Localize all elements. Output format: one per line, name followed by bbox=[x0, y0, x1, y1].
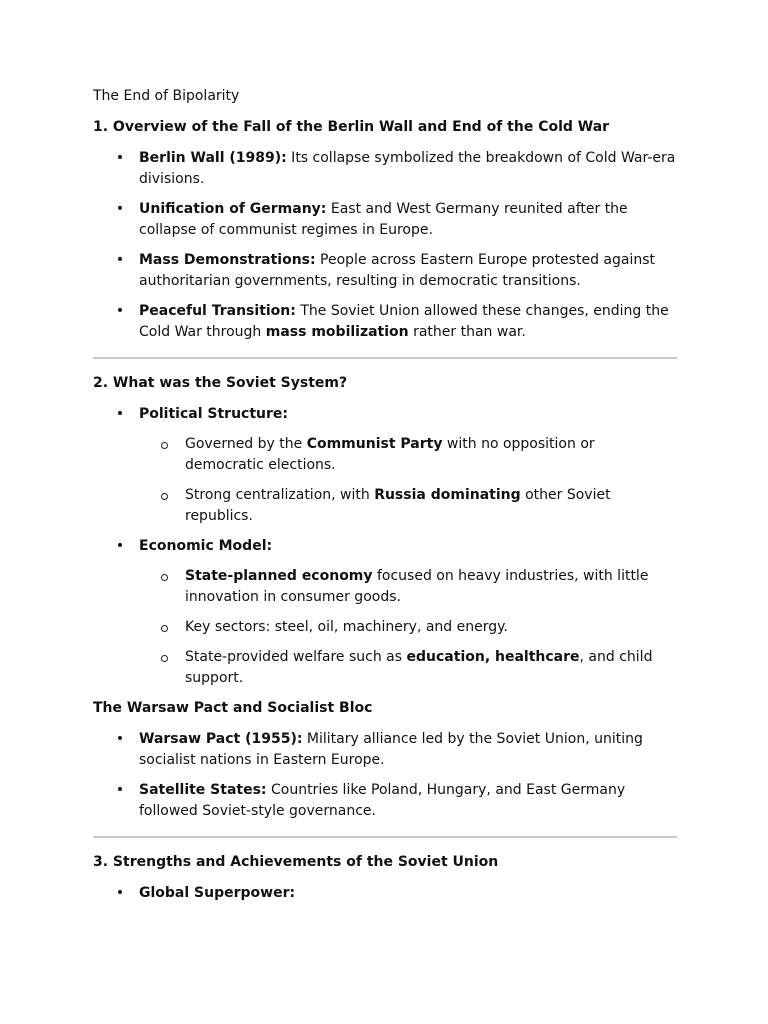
hollow-bullet-icon bbox=[161, 625, 168, 632]
section-2-list bbox=[93, 404, 677, 689]
bullet-icon: • bbox=[115, 201, 125, 217]
hollow-bullet-icon bbox=[161, 655, 168, 662]
item-text: rather than war. bbox=[408, 324, 526, 340]
item-bold-text: education, healthcare bbox=[406, 649, 580, 665]
item-term: Economic Model: bbox=[139, 538, 273, 554]
bullet-icon: • bbox=[115, 303, 125, 319]
item-text: Governed by the bbox=[185, 436, 307, 452]
section-3-list bbox=[93, 883, 677, 904]
warsaw-pact-heading: The Warsaw Pact and Socialist Bloc bbox=[93, 700, 373, 716]
item-term: Warsaw Pact (1955): bbox=[139, 731, 303, 747]
bullet-icon: • bbox=[115, 538, 125, 554]
item-bold-text: mass mobilization bbox=[265, 324, 409, 340]
bullet-icon: • bbox=[115, 782, 125, 798]
bullet-icon: • bbox=[115, 885, 125, 901]
item-bold-text: Russia dominating bbox=[374, 487, 521, 503]
section-2-heading: 2. What was the Soviet System? bbox=[93, 375, 348, 391]
item-text: Military alliance led by the Soviet Union, uniting socialist nations in Eastern Europe. bbox=[139, 731, 643, 768]
item-text: Strong centralization, with bbox=[185, 487, 375, 503]
item-text: The Soviet Union allowed these changes, ending the Cold War through bbox=[139, 303, 669, 340]
item-term: Berlin Wall (1989): bbox=[139, 150, 287, 166]
sub-list-item bbox=[93, 647, 677, 689]
bullet-icon: • bbox=[115, 406, 125, 422]
item-text: focused on heavy industries, with little innovation in consumer goods. bbox=[185, 568, 649, 605]
section-3-heading: 3. Strengths and Achievements of the Soviet Union bbox=[93, 854, 499, 870]
item-text: , and child support. bbox=[185, 649, 653, 686]
list-item bbox=[93, 883, 677, 904]
item-term: Satellite States: bbox=[139, 782, 267, 798]
item-text: State-provided welfare such as bbox=[185, 649, 407, 665]
item-term: Political Structure: bbox=[139, 406, 288, 422]
hollow-bullet-icon bbox=[161, 442, 168, 449]
item-text: Its collapse symbolized the breakdown of Cold War-era divisions. bbox=[139, 150, 676, 187]
list-item bbox=[93, 301, 677, 343]
item-bold-text: Communist Party bbox=[306, 436, 443, 452]
document-body bbox=[93, 86, 677, 913]
hollow-bullet-icon bbox=[161, 574, 168, 581]
sub-list-item bbox=[93, 485, 677, 527]
item-bold-text: State-planned economy bbox=[185, 568, 373, 584]
item-term: Global Superpower: bbox=[139, 885, 296, 901]
item-text: Countries like Poland, Hungary, and East Germany followed Soviet-style governance. bbox=[139, 782, 626, 819]
section-1-heading: 1. Overview of the Fall of the Berlin Wall and End of the Cold War bbox=[93, 119, 610, 135]
bullet-icon: • bbox=[115, 252, 125, 268]
item-text: with no opposition or democratic elections. bbox=[185, 436, 595, 473]
list-item bbox=[93, 199, 677, 241]
item-term: Mass Demonstrations: bbox=[139, 252, 316, 268]
warsaw-list bbox=[93, 729, 677, 822]
list-item bbox=[93, 148, 677, 190]
list-item bbox=[93, 536, 677, 557]
sub-list-item bbox=[93, 617, 677, 638]
item-text: East and West Germany reunited after the collapse of communist regimes in Europe. bbox=[139, 201, 628, 238]
list-item bbox=[93, 729, 677, 771]
item-term: Unification of Germany: bbox=[139, 201, 327, 217]
list-item bbox=[93, 780, 677, 822]
item-text: People across Eastern Europe protested against authoritarian governments, resulting in democratic transitions. bbox=[139, 252, 655, 289]
bullet-icon: • bbox=[115, 731, 125, 747]
item-text: Key sectors: steel, oil, machinery, and energy. bbox=[185, 619, 508, 635]
horizontal-rule bbox=[93, 836, 677, 838]
bullet-icon: • bbox=[115, 150, 125, 166]
document-title: The End of Bipolarity bbox=[93, 88, 240, 104]
list-item bbox=[93, 250, 677, 292]
sub-list-item bbox=[93, 434, 677, 476]
sub-list-item bbox=[93, 566, 677, 608]
horizontal-rule bbox=[93, 357, 677, 359]
list-item bbox=[93, 404, 677, 425]
hollow-bullet-icon bbox=[161, 493, 168, 500]
section-1-list bbox=[93, 148, 677, 343]
item-term: Peaceful Transition: bbox=[139, 303, 296, 319]
item-text: other Soviet republics. bbox=[185, 487, 611, 524]
